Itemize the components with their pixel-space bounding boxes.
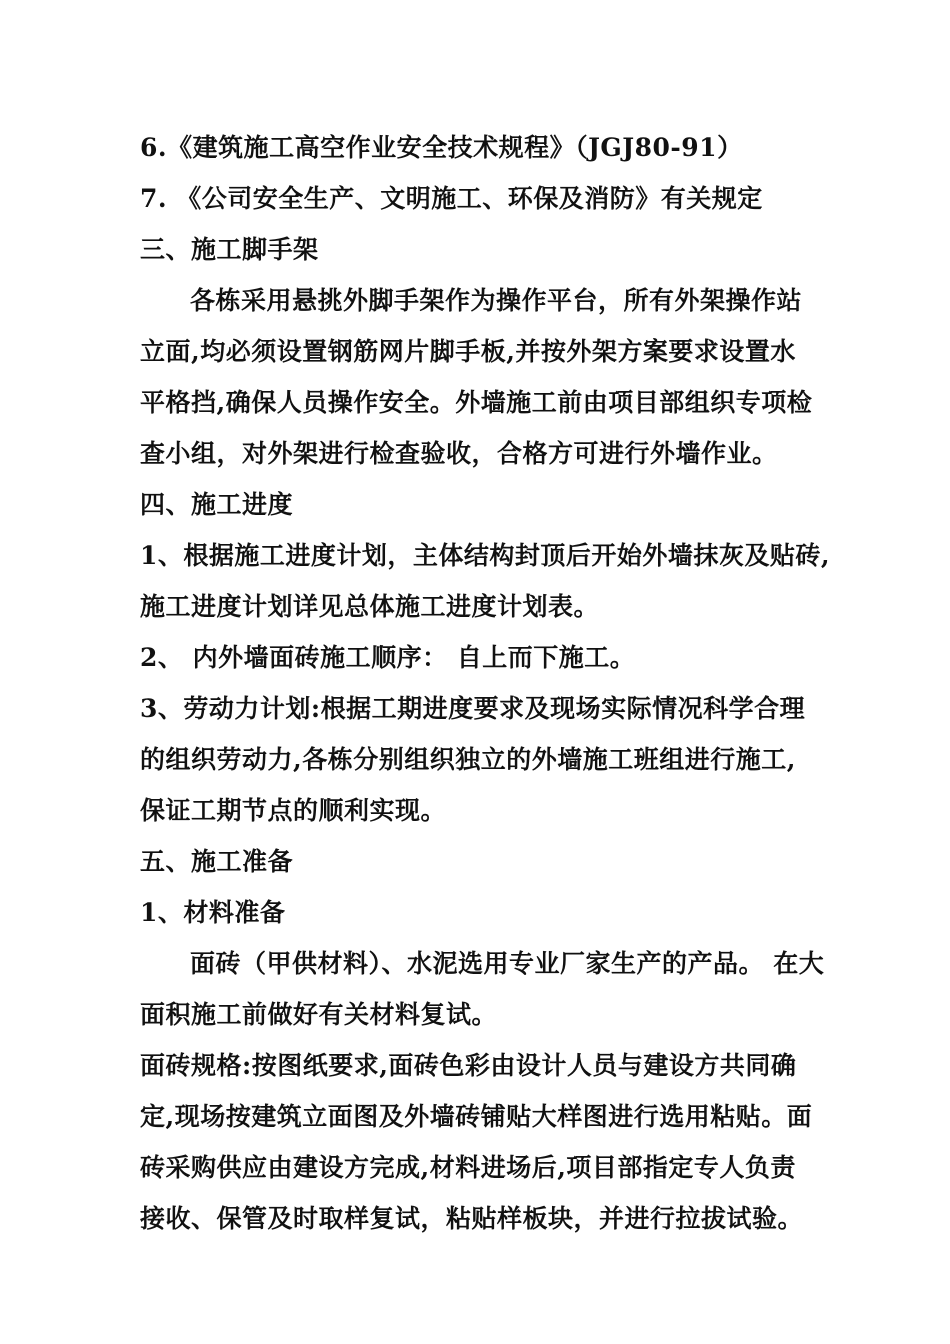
paragraph-line: 面砖规格:按图纸要求,面砖色彩由设计人员与建设方共同确 <box>140 1051 797 1080</box>
paragraph-line: 查小组，对外架进行检查验收，合格方可进行外墙作业。 <box>140 439 778 468</box>
paragraph-line: 1、根据施工进度计划，主体结构封顶后开始外墙抹灰及贴砖, <box>140 541 831 570</box>
text-line: 7. 《公司安全生产、文明施工、环保及消防》有关规定 <box>140 184 763 213</box>
section-heading: 五、施工准备 <box>140 847 294 876</box>
paragraph-line: 平格挡,确保人员操作安全。外墙施工前由项目部组织专项检 <box>140 388 813 417</box>
paragraph-line: 的组织劳动力,各栋分别组织独立的外墙施工班组进行施工, <box>140 745 796 774</box>
text-line: 6.《建筑施工高空作业安全技术规程》（JGJ80-91） <box>140 133 743 162</box>
paragraph-line: 定,现场按建筑立面图及外墙砖铺贴大样图进行选用粘贴。面 <box>140 1102 813 1131</box>
paragraph-line: 保证工期节点的顺利实现。 <box>140 796 447 825</box>
section-heading: 四、施工进度 <box>140 490 294 519</box>
paragraph-line: 面积施工前做好有关材料复试。 <box>140 1000 498 1029</box>
paragraph-line: 接收、保管及时取样复试，粘贴样板块，并进行拉拔试验。 <box>140 1204 804 1233</box>
paragraph-line: 立面,均必须设置钢筋网片脚手板,并按外架方案要求设置水 <box>140 337 796 366</box>
paragraph-line: 3、劳动力计划:根据工期进度要求及现场实际情况科学合理 <box>140 694 806 723</box>
paragraph-line: 面砖（甲供材料）、水泥选用专业厂家生产的产品。 在大 <box>190 949 825 978</box>
paragraph-line: 砖采购供应由建设方完成,材料进场后,项目部指定专人负责 <box>140 1153 796 1182</box>
paragraph-line: 施工进度计划详见总体施工进度计划表。 <box>140 592 600 621</box>
subsection-heading: 1、材料准备 <box>140 898 286 927</box>
paragraph-line: 各栋采用悬挑外脚手架作为操作平台，所有外架操作站 <box>190 286 803 315</box>
paragraph-line: 2、 内外墙面砖施工顺序： 自上而下施工。 <box>140 643 636 672</box>
section-heading: 三、施工脚手架 <box>140 235 319 264</box>
